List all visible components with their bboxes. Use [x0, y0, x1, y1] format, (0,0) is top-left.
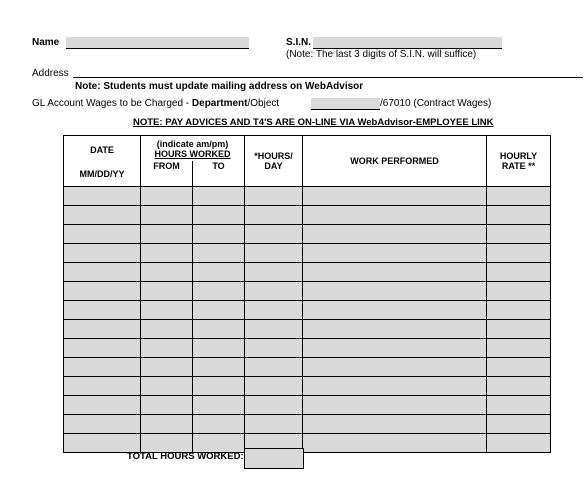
to-cell[interactable]: [193, 244, 245, 263]
rate-cell[interactable]: [487, 301, 551, 320]
work-cell[interactable]: [303, 225, 487, 244]
date-cell[interactable]: [64, 225, 141, 244]
rate-cell[interactable]: [487, 244, 551, 263]
gl-suffix: /67010 (Contract Wages): [380, 98, 492, 109]
from-cell[interactable]: [141, 282, 193, 301]
table-row: [64, 320, 551, 339]
to-cell[interactable]: [193, 263, 245, 282]
to-cell[interactable]: [193, 206, 245, 225]
to-cell[interactable]: [193, 301, 245, 320]
table-row: [64, 339, 551, 358]
date-cell[interactable]: [64, 282, 141, 301]
header-indicate: (indicate am/pm): [156, 138, 229, 149]
to-cell[interactable]: [193, 434, 245, 453]
date-cell[interactable]: [64, 263, 141, 282]
header-date-format: MM/DD/YY: [79, 169, 125, 179]
work-cell[interactable]: [303, 206, 487, 225]
date-cell[interactable]: [64, 377, 141, 396]
sin-field[interactable]: [313, 37, 502, 49]
payadvice-note: NOTE: PAY ADVICES AND T4'S ARE ON-LINE VIA WebAdvisor-EMPLOYEE LINK: [133, 117, 494, 128]
to-cell[interactable]: [193, 415, 245, 434]
table-row: [64, 282, 551, 301]
rate-cell[interactable]: [487, 282, 551, 301]
address-label: Address: [32, 68, 69, 79]
work-cell[interactable]: [303, 358, 487, 377]
from-cell[interactable]: [141, 396, 193, 415]
work-cell[interactable]: [303, 244, 487, 263]
name-label: Name: [32, 37, 60, 48]
rate-cell[interactable]: [487, 358, 551, 377]
header-date: [64, 136, 141, 187]
from-cell[interactable]: [141, 263, 193, 282]
table-row: [64, 358, 551, 377]
work-cell[interactable]: [303, 263, 487, 282]
address-field[interactable]: [73, 77, 583, 78]
header-hours-worked-label: HOURS WORKED: [154, 148, 231, 159]
work-cell[interactable]: [303, 339, 487, 358]
to-cell[interactable]: [193, 282, 245, 301]
date-cell[interactable]: [64, 339, 141, 358]
header-hours-day: [245, 136, 303, 187]
hours-cell[interactable]: [245, 244, 303, 263]
date-cell[interactable]: [64, 187, 141, 206]
table-row: [64, 263, 551, 282]
date-cell[interactable]: [64, 434, 141, 453]
work-cell[interactable]: [303, 187, 487, 206]
total-hours-label: TOTAL HOURS WORKED:: [127, 451, 244, 462]
header-work-performed: WORK PERFORMED: [303, 136, 487, 187]
gl-account-field[interactable]: [311, 98, 380, 110]
rate-cell[interactable]: [487, 206, 551, 225]
date-cell[interactable]: [64, 301, 141, 320]
from-cell[interactable]: [141, 415, 193, 434]
sin-label: S.I.N.: [286, 37, 312, 48]
table-row: [64, 434, 551, 453]
hours-cell[interactable]: [245, 415, 303, 434]
header-hourly-rate: [487, 136, 551, 187]
header-from: FROM: [141, 161, 193, 187]
date-cell[interactable]: [64, 415, 141, 434]
table-row: [64, 396, 551, 415]
table-row: [64, 415, 551, 434]
from-cell[interactable]: [141, 225, 193, 244]
table-row: [64, 225, 551, 244]
header-hours-day-1: *HOURS/: [254, 151, 293, 161]
work-cell[interactable]: [303, 320, 487, 339]
gl-account-line: [32, 98, 279, 109]
date-cell[interactable]: [64, 206, 141, 225]
hours-cell[interactable]: [245, 206, 303, 225]
from-cell[interactable]: [141, 206, 193, 225]
rate-cell[interactable]: [487, 377, 551, 396]
hours-cell[interactable]: [245, 187, 303, 206]
to-cell[interactable]: [193, 358, 245, 377]
from-cell[interactable]: [141, 377, 193, 396]
rate-cell[interactable]: [487, 263, 551, 282]
header-hourly-2: RATE **: [501, 161, 536, 171]
work-cell[interactable]: [303, 415, 487, 434]
rate-cell[interactable]: [487, 320, 551, 339]
total-hours-field[interactable]: [244, 448, 304, 469]
hours-cell[interactable]: [245, 377, 303, 396]
hours-cell[interactable]: [245, 358, 303, 377]
from-cell[interactable]: [141, 434, 193, 453]
from-cell[interactable]: [141, 244, 193, 263]
table-row: [64, 244, 551, 263]
to-cell[interactable]: [193, 187, 245, 206]
date-cell[interactable]: [64, 320, 141, 339]
rate-cell[interactable]: [487, 187, 551, 206]
table-row: [64, 377, 551, 396]
work-cell[interactable]: [303, 396, 487, 415]
table-row: [64, 187, 551, 206]
header-date-label: DATE: [90, 145, 114, 155]
from-cell[interactable]: [141, 339, 193, 358]
rate-cell[interactable]: [487, 225, 551, 244]
date-cell[interactable]: [64, 358, 141, 377]
header-to: TO: [193, 161, 245, 187]
table-row: [64, 206, 551, 225]
rate-cell[interactable]: [487, 396, 551, 415]
gl-object: /Object: [247, 98, 280, 109]
work-cell[interactable]: [303, 301, 487, 320]
rate-cell[interactable]: [487, 434, 551, 453]
hours-cell[interactable]: [245, 320, 303, 339]
name-field[interactable]: [66, 37, 249, 49]
date-cell[interactable]: [64, 396, 141, 415]
rate-cell[interactable]: [487, 339, 551, 358]
to-cell[interactable]: [193, 320, 245, 339]
header-hourly-1: HOURLY: [499, 151, 538, 161]
header-hours-day-2: DAY: [264, 161, 283, 171]
hours-cell[interactable]: [245, 339, 303, 358]
gl-department: Department: [191, 98, 248, 109]
work-cell[interactable]: [303, 377, 487, 396]
timesheet-table: [63, 135, 551, 453]
hours-cell[interactable]: [245, 396, 303, 415]
hours-cell[interactable]: [245, 282, 303, 301]
table-row: [64, 301, 551, 320]
work-cell[interactable]: [303, 434, 487, 453]
date-cell[interactable]: [64, 244, 141, 263]
gl-prefix: GL Account Wages to be Charged -: [32, 98, 192, 109]
to-cell[interactable]: [193, 377, 245, 396]
from-cell[interactable]: [141, 187, 193, 206]
to-cell[interactable]: [193, 225, 245, 244]
hours-cell[interactable]: [245, 225, 303, 244]
from-cell[interactable]: [141, 358, 193, 377]
to-cell[interactable]: [193, 339, 245, 358]
work-cell[interactable]: [303, 282, 487, 301]
rate-cell[interactable]: [487, 415, 551, 434]
hours-cell[interactable]: [245, 301, 303, 320]
address-note: Note: Students must update mailing address on WebAdvisor: [75, 81, 364, 92]
from-cell[interactable]: [141, 320, 193, 339]
header-hours-worked: [141, 136, 245, 162]
from-cell[interactable]: [141, 301, 193, 320]
to-cell[interactable]: [193, 396, 245, 415]
sin-note: (Note: The last 3 digits of S.I.N. will suffice): [286, 49, 477, 60]
hours-cell[interactable]: [245, 263, 303, 282]
